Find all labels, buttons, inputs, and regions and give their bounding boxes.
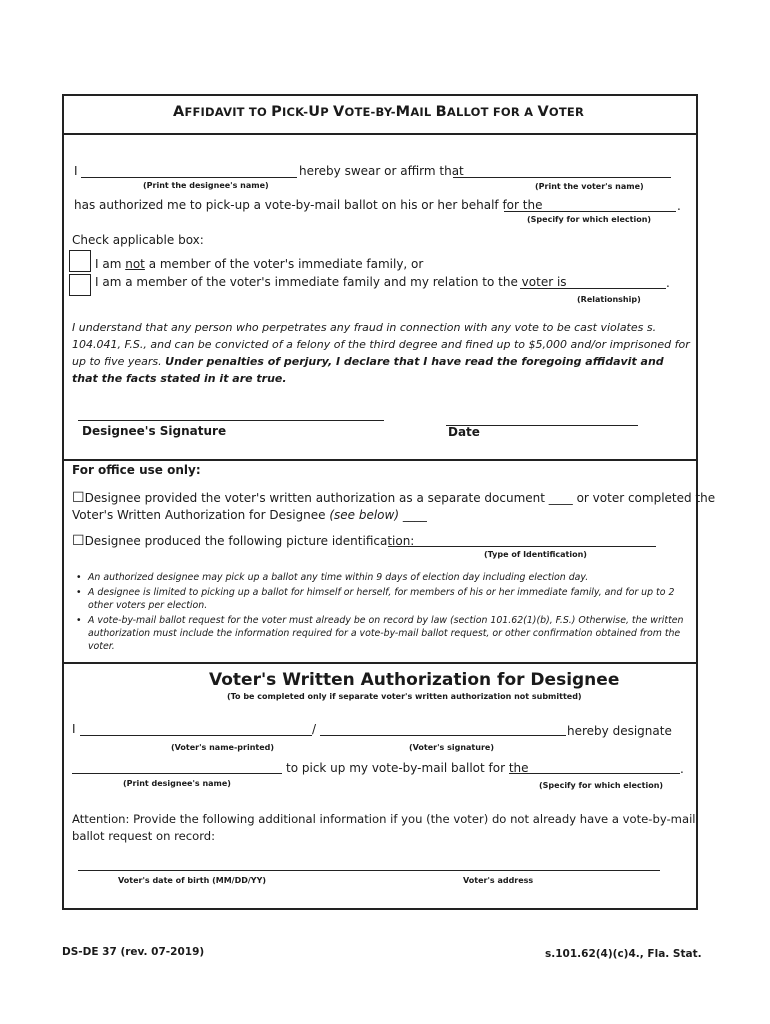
check-heading: Check applicable box: — [72, 233, 204, 247]
designee-printed-name-label: (Print designee's name) — [123, 779, 231, 788]
office-divider — [62, 459, 698, 461]
voter-printed-name-label: (Voter's name-printed) — [171, 743, 275, 752]
auth-election-period: . — [680, 762, 684, 776]
rule-item: • A designee is limited to picking up a ballot for himself or herself, for members of his or her immediate family, and for up to 2 other voters per election. — [70, 586, 696, 612]
auth-slash: / — [312, 722, 317, 736]
date-label: Date — [448, 425, 480, 439]
election-period: . — [677, 199, 681, 213]
statute-reference: s.101.62(4)(c)4., Fla. Stat. — [545, 948, 702, 960]
voter-signature-field[interactable] — [320, 735, 566, 736]
relationship-label: (Relationship) — [577, 295, 641, 304]
swear-text: hereby swear or affirm that — [299, 164, 464, 178]
form-title: AFFIDAVIT TO PICK-UP VOTE-BY-MAIL BALLOT FOR A VOTER — [173, 104, 585, 120]
title-divider — [62, 133, 698, 135]
rule-item: • A vote-by-mail ballot request for the voter must already be on record by law (section 101.62(1)(b), F.S.) Otherwise, the written authorization must include the information required for a vote-by-mail ballot request, or other confirmation obtained from the voter. — [70, 614, 696, 653]
auth-election-label: (Specify for which election) — [539, 781, 664, 790]
office-item2: ☐Designee produced the following picture identification: — [72, 533, 415, 549]
designee-name-label: (Print the designee's name) — [143, 181, 269, 190]
pickup-text: to pick up my vote-by-mail ballot for the — [286, 761, 529, 775]
attention-line2: ballot request on record: — [72, 829, 216, 843]
perjury-statement: I understand that any person who perpetrates any fraud in connection with any vote to be cast violates s. 104.041, F.S., and can be convicted of a felony of the third degree and fined up to $5,000 and/or imprisoned for up to five years. Under penalties of perjury, I declare that I have read the foregoing affidavit and that the facts stated in it are true. — [72, 321, 690, 385]
auth-election-field[interactable] — [509, 773, 680, 774]
authorization-subheading: (To be completed only if separate voter's written authorization not submitted) — [227, 692, 582, 701]
relationship-field[interactable] — [520, 288, 666, 289]
dob-label: Voter's date of birth (MM/DD/YY) — [118, 876, 267, 885]
authorized-text: has authorized me to pick-up a vote-by-mail ballot on his or her behalf for the — [74, 198, 543, 212]
voter-name-label: (Print the voter's name) — [535, 182, 644, 191]
rules-list — [70, 571, 696, 655]
designee-signature-field[interactable] — [78, 420, 384, 421]
dob-address-field[interactable] — [78, 870, 660, 871]
election-field[interactable] — [504, 211, 676, 212]
office-heading: For office use only: — [72, 463, 201, 477]
designate-text: hereby designate — [567, 724, 672, 738]
designee-signature-label: Designee's Signature — [82, 424, 227, 438]
authorization-divider — [62, 662, 698, 664]
election-label: (Specify for which election) — [527, 215, 652, 224]
option-not-family: I am not a member of the voter's immediate family, or — [95, 257, 424, 271]
address-label: Voter's address — [463, 876, 534, 885]
attention-line1: Attention: Provide the following additional information if you (the voter) do not already have a vote-by-mail — [72, 812, 696, 826]
designee-printed-name-field[interactable] — [72, 773, 282, 774]
id-type-field[interactable] — [388, 546, 656, 547]
oath-i: I — [74, 164, 78, 178]
picture-id-checkbox[interactable]: ☐ — [72, 533, 85, 549]
designee-name-field[interactable] — [81, 177, 297, 178]
authorization-heading: Voter's Written Authorization for Designee — [209, 670, 620, 690]
family-checkbox[interactable] — [69, 274, 91, 296]
office-item1-line2: Voter's Written Authorization for Designee (see below) ____ — [72, 508, 427, 522]
voter-name-field[interactable] — [453, 177, 671, 178]
authorization-checkbox[interactable]: ☐ — [72, 490, 85, 506]
auth-i: I — [72, 722, 76, 736]
voter-printed-name-field[interactable] — [80, 735, 312, 736]
voter-signature-label: (Voter's signature) — [409, 743, 494, 752]
relationship-period: . — [666, 276, 670, 290]
not-family-checkbox[interactable] — [69, 250, 91, 272]
option-family: I am a member of the voter's immediate family and my relation to the voter is — [95, 275, 567, 289]
office-item1-line1: ☐Designee provided the voter's written authorization as a separate document ____ or voter completed the — [72, 490, 716, 506]
id-type-label: (Type of Identification) — [484, 550, 587, 559]
form-id: DS-DE 37 (rev. 07-2019) — [62, 946, 205, 958]
rule-item: • An authorized designee may pick up a ballot any time within 9 days of election day including election day. — [70, 571, 696, 584]
